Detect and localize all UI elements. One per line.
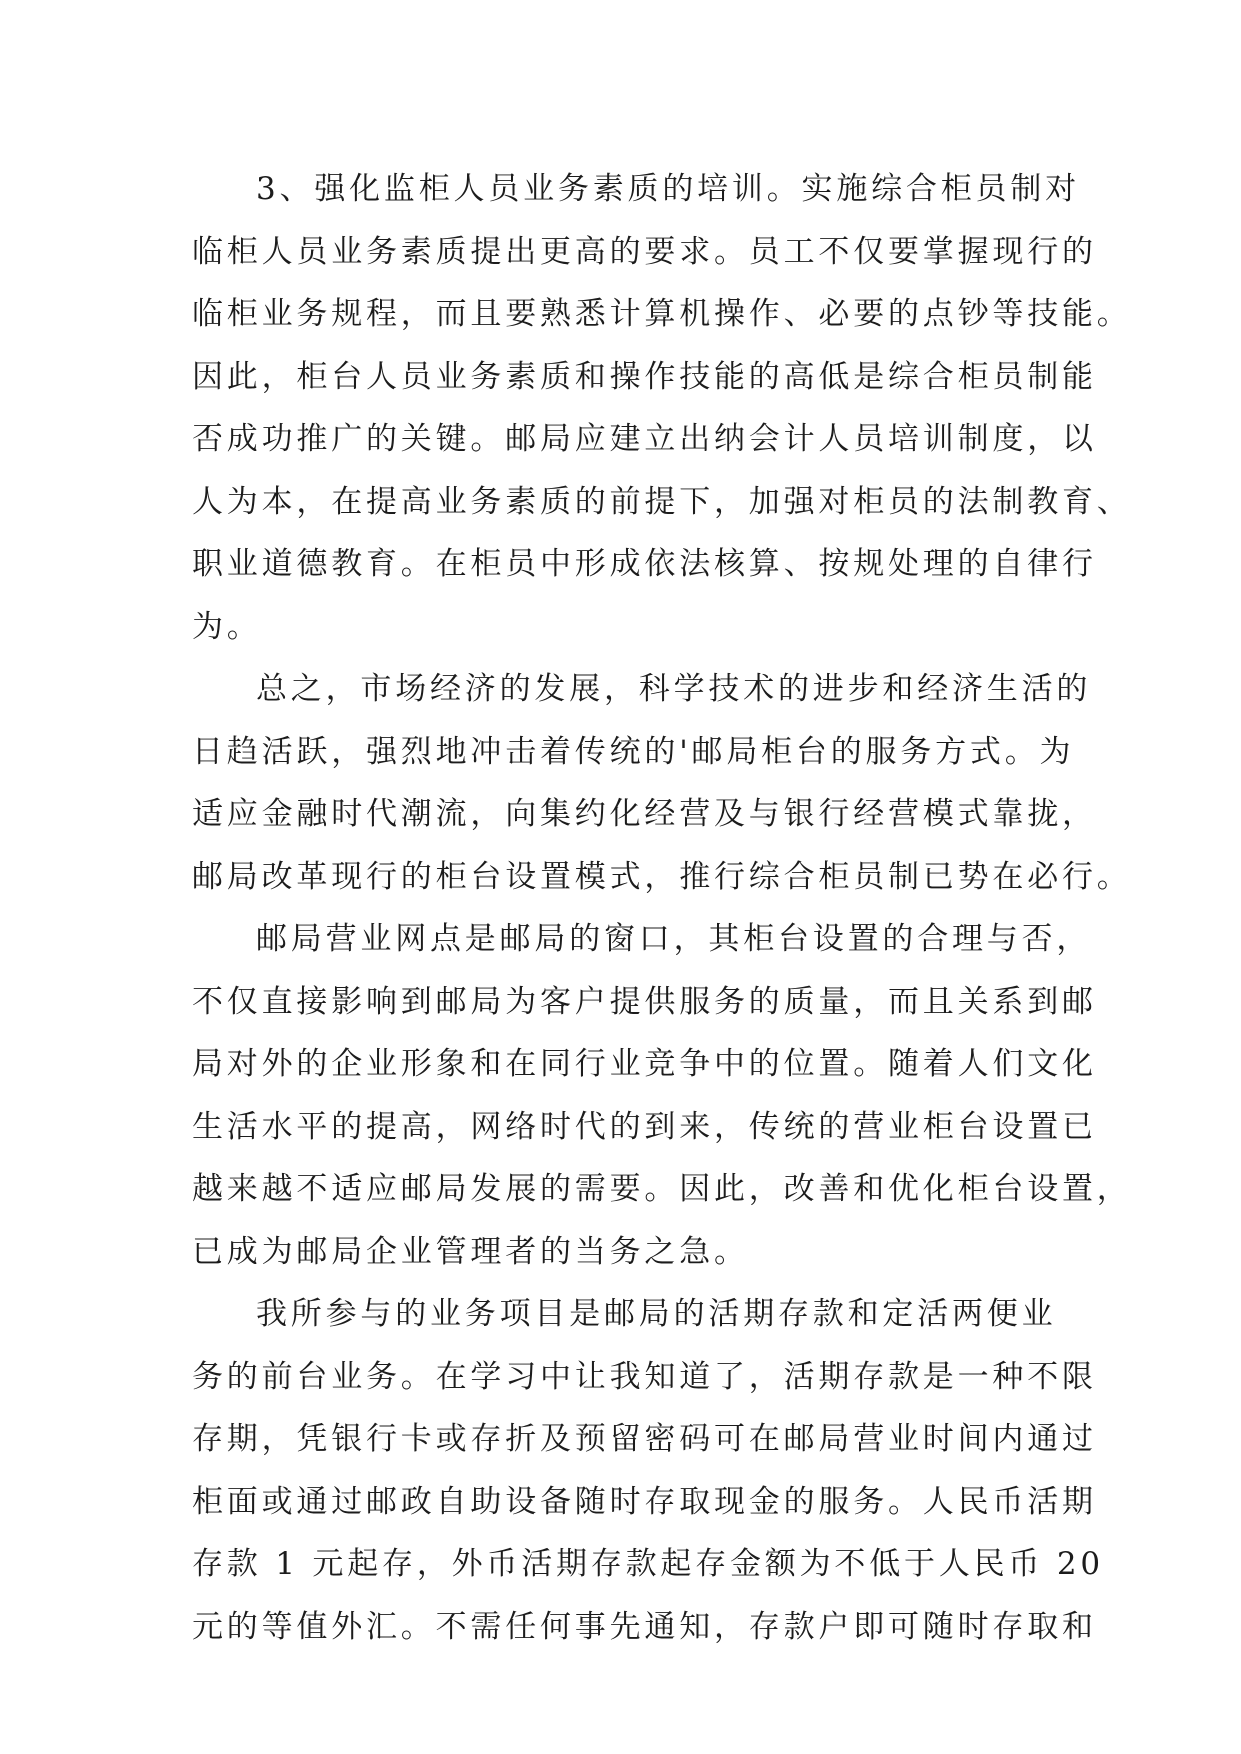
text-line: 总之，市场经济的发展，科学技术的进步和经济生活的 (256, 671, 1092, 707)
text-line: 适应金融时代潮流，向集约化经营及与银行经营模式靠拢， (192, 796, 1097, 832)
paragraph-training (192, 158, 1132, 658)
text-line: 人为本，在提高业务素质的前提下，加强对柜员的法制教育、 (192, 483, 1132, 520)
text-line: 日趋活跃，强烈地冲击着传统的'邮局柜台的服务方式。为 (192, 733, 1075, 770)
text-line: 临柜业务规程，而且要熟悉计算机操作、必要的点钞等技能。 (192, 296, 1132, 332)
text-line: 已成为邮局企业管理者的当务之急。 (192, 1233, 749, 1270)
text-line: 3、强化监柜人员业务素质的培训。实施综合柜员制对 (256, 171, 1080, 207)
paragraph-demand-deposit (192, 1283, 1104, 1658)
text-line: 存款 1 元起存，外币活期存款起存金额为不低于人民币 20 (192, 1546, 1104, 1582)
text-line: 生活水平的提高，网络时代的到来，传统的营业柜台设置已 (192, 1108, 1097, 1145)
text-line: 元的等值外汇。不需任何事先通知，存款户即可随时存取和 (192, 1608, 1097, 1645)
text-line: 为。 (192, 608, 262, 645)
text-line: 我所参与的业务项目是邮局的活期存款和定活两便业 (256, 1296, 1057, 1332)
text-line: 邮局营业网点是邮局的窗口，其柜台设置的合理与否， (256, 921, 1092, 957)
text-line: 不仅直接影响到邮局为客户提供服务的质量，而且关系到邮 (192, 983, 1097, 1020)
text-line: 务的前台业务。在学习中让我知道了，活期存款是一种不限 (192, 1358, 1097, 1395)
text-line: 因此，柜台人员业务素质和操作技能的高低是综合柜员制能 (192, 358, 1097, 395)
text-line: 临柜人员业务素质提出更高的要求。员工不仅要掌握现行的 (192, 233, 1097, 270)
text-line: 邮局改革现行的柜台设置模式，推行综合柜员制已势在必行。 (192, 858, 1132, 895)
text-line: 否成功推广的关键。邮局应建立出纳会计人员培训制度，以 (192, 421, 1097, 457)
text-line: 存期，凭银行卡或存折及预留密码可在邮局营业时间内通过 (192, 1421, 1097, 1457)
document-body (192, 158, 1132, 1658)
text-line: 职业道德教育。在柜员中形成依法核算、按规处理的自律行 (192, 546, 1097, 582)
paragraph-summary (192, 658, 1132, 908)
paragraph-counter-layout (192, 908, 1132, 1283)
text-line: 柜面或通过邮政自助设备随时存取现金的服务。人民币活期 (192, 1483, 1097, 1520)
text-line: 局对外的企业形象和在同行业竞争中的位置。随着人们文化 (192, 1046, 1097, 1082)
text-line: 越来越不适应邮局发展的需要。因此，改善和优化柜台设置， (192, 1171, 1132, 1207)
